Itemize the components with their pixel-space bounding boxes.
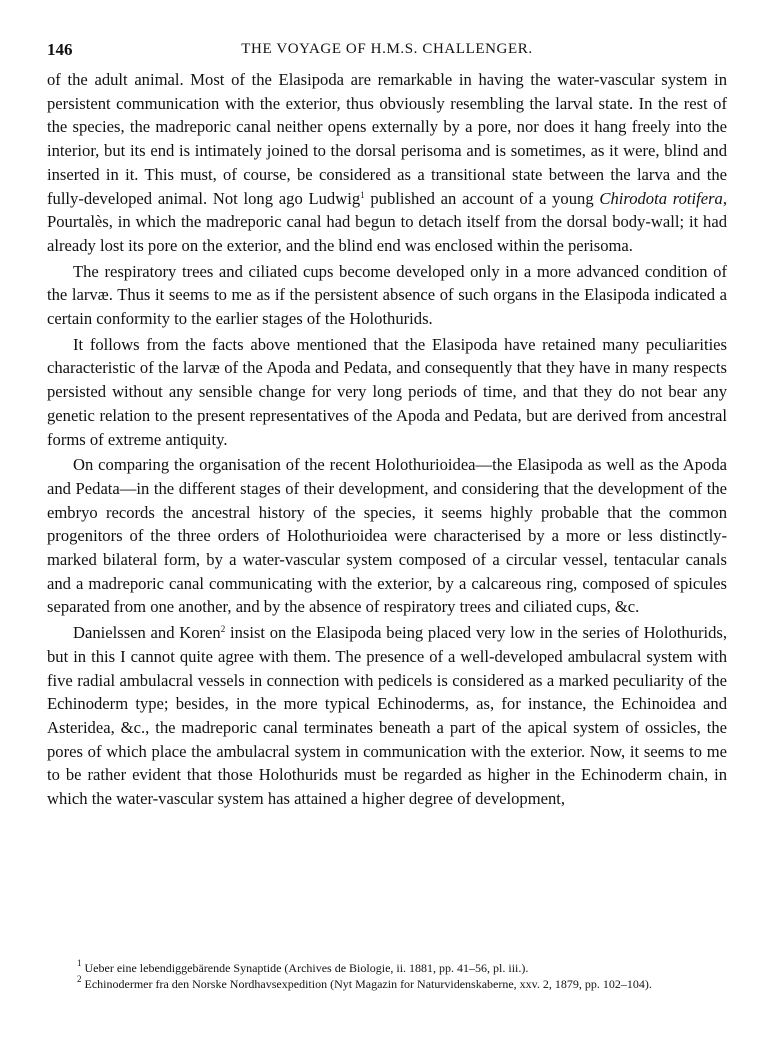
running-title: THE VOYAGE OF H.M.S. CHALLENGER. xyxy=(241,41,533,57)
page-number: 146 xyxy=(47,40,73,59)
document-page xyxy=(47,40,727,811)
species-name: Chirodota rotifera xyxy=(599,188,723,208)
paragraph-4: On comparing the organisation of the recent Holothurioidea—the Elasipoda as well as the Apoda and Pedata—in the different stages of their development, and considering that the development of the embryo records the ancestral history of the species, it seems highly probable that the common progenitors of the three orders of Holothurioidea were characterised by a more or less distinctly-marked bilateral form, by a water-vascular system composed of a circular vessel, tentacular canals and a madreporic canal communicating with the exterior, by a calcareous ring, composed of spicules separated from one another, and by the absence of respiratory trees and ciliated cups, &c. xyxy=(47,455,727,617)
paragraph-1: of the adult animal. Most of the Elasipoda are remarkable in having the water-vascular system in persistent communication with the exterior, thus obviously resembling the larval state. In the rest of the species, the madreporic canal neither opens externally by a pore, nor does it hang freely into the interior, but its end is intimately joined to the dorsal perisoma and is sometimes, as it were, blind and inserted in it. This must, of course, be considered as a transitional state between the larva and the fully-developed animal. Not long ago Ludwig$^1$ published an account of a young Chirodota rotifera, Pourtalès, in which the madreporic canal had begun to detach itself from the dorsal body-wall; it had already lost its pore on the exterior, and the blind end was enclosed within the perisoma. xyxy=(47,70,728,255)
paragraph-5: Danielssen and Koren$^2$ insist on the Elasipoda being placed very low in the series of Holothurids, but in this I cannot quite agree with them. The presence of a well-developed ambulacral system with five radial ambulacral vessels in connection with pedicels is considered as a marked peculiarity of the Echinoderm type; besides, in the more typical Echinoderms, as, for instance, the Echinoidea and Asteridea, &c., the madreporic canal terminates beneath a part of the apical system of ossicles, the pores of which place the ambulacral system in communication with the exterior. Now, it seems to me to be rather evident that those Holothurids must be regarded as higher in the Echinoderm chain, in which the water-vascular system has attained a higher degree of development, xyxy=(47,623,727,809)
body-text xyxy=(47,68,727,811)
paragraph-2: The respiratory trees and ciliated cups become developed only in a more advanced condition of the larvæ. Thus it seems to me as if the persistent absence of such organs in the Elasipoda indicated a certain conformity to the earlier stages of the Holothurids. xyxy=(47,261,727,329)
footnote-2: $^2$ Echinodermer fra den Norske Nordhavsexpedition (Nyt Magazin for Naturvidenskaberne, xxv. 2, 1879, pp. 102–104). xyxy=(77,973,652,991)
footnote-1: $^1$ Ueber eine lebendiggebärende Synaptide (Archives de Biologie, ii. 1881, pp. 41–56, pl. iii.). xyxy=(77,958,529,975)
paragraph-3: It follows from the facts above mentioned that the Elasipoda have retained many peculiarities characteristic of the larvæ of the Apoda and Pedata, and consequently that they have in many respects persisted without any sensible change for very long periods of time, and that they do not bear any genetic relation to the present representatives of the Apoda and Pedata, but are derived from ancestral forms of extreme antiquity. xyxy=(47,334,727,449)
footnotes xyxy=(47,958,727,992)
page-header xyxy=(47,40,727,68)
footnote-ref-2: 2 xyxy=(220,624,226,635)
footnote-ref-1: 1 xyxy=(360,189,365,200)
